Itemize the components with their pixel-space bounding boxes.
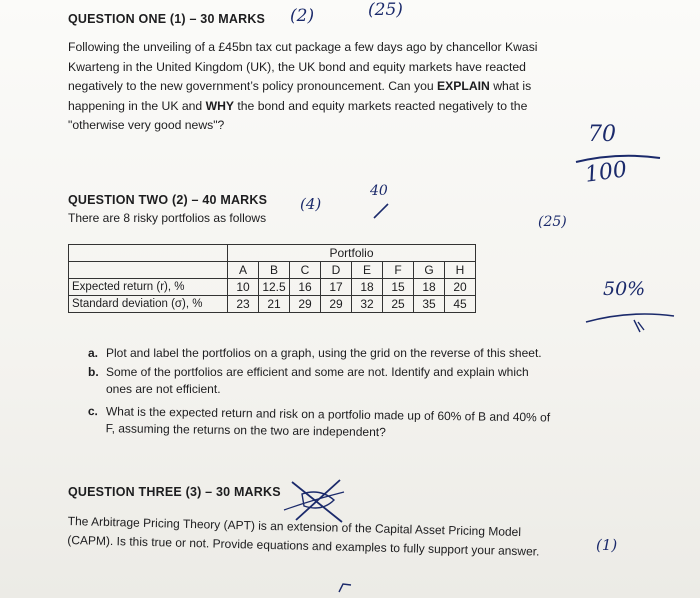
table-cell: 20 (445, 279, 476, 296)
table-cell: 25 (383, 296, 414, 313)
q3-line: The Arbitrage Pricing Theory (APT) is an extension of the Capital Asset Pricing Model (67, 513, 522, 540)
row-label: Standard deviation (σ), % (69, 296, 228, 313)
q2-intro: There are 8 risky portfolios as follows (68, 211, 267, 225)
score-denominator: 100 (583, 157, 629, 188)
column-header: F (383, 262, 414, 279)
table-row (69, 296, 476, 313)
table-cell: 29 (290, 296, 321, 313)
q2-item-b: b. Some of the portfolios are efficient and some are not. Identify and explain which ones are not efficient. (88, 365, 529, 396)
table-row (69, 279, 476, 296)
q1-line: happening in the UK and WHY the bond and equity markets reacted negatively to the (68, 98, 528, 113)
table-cell: 12.5 (259, 279, 290, 296)
portfolio-table (68, 244, 476, 313)
small-tick-mark (335, 580, 355, 596)
q3-paragraph (67, 512, 540, 562)
q2-title: QUESTION TWO (2) – 40 MARKS (68, 193, 268, 207)
q2-item-a: a. Plot and label the portfolios on a graph, using the grid on the reverse of this sheet. (88, 346, 542, 360)
column-header: D (321, 262, 352, 279)
q1-line: "otherwise very good news"? (68, 118, 225, 132)
q3-title: QUESTION THREE (3) – 30 MARKS (68, 485, 281, 499)
q1-line: negatively to the new government’s policy pronouncement. Can you EXPLAIN what is (68, 79, 532, 93)
table-group-header: Portfolio (228, 245, 476, 262)
column-header: C (290, 262, 321, 279)
table-cell: 23 (228, 296, 259, 313)
column-header: B (259, 262, 290, 279)
column-header: H (445, 262, 476, 279)
score-numerator: 70 (588, 122, 616, 147)
percent-strike (580, 300, 680, 336)
circled-25-annotation: (25) (368, 0, 403, 20)
table-cell: 15 (383, 279, 414, 296)
row-label: Expected return (r), % (69, 279, 228, 296)
circled-25b-annotation: (25) (538, 214, 567, 230)
column-header: A (228, 262, 259, 279)
table-cell: 18 (352, 279, 383, 296)
q1-paragraph (68, 38, 538, 136)
q1-title: QUESTION ONE (1) – 30 MARKS (68, 12, 266, 26)
table-cell: 21 (259, 296, 290, 313)
score-fraction-line (572, 148, 664, 170)
circled-2-annotation: (2) (290, 6, 315, 26)
q3-line: (CAPM). Is this true or not. Provide equations and examples to fully support your answer. (67, 532, 540, 559)
q2-item-c: c. What is the expected return and risk on a portfolio made up of 60% of B and 40% of F, assuming the returns on the two are independent? (87, 403, 551, 440)
circled-1-annotation: (1) (596, 536, 618, 554)
q1-line: Kwarteng in the United Kingdom (UK), the UK bond and equity markets have reacted (68, 59, 526, 74)
table-cell: 32 (352, 296, 383, 313)
column-header: E (352, 262, 383, 279)
table-cell: 18 (414, 279, 445, 296)
table-corner-cell (69, 262, 228, 279)
table-cell: 16 (290, 279, 321, 296)
q2-mark-annotation: 40 (370, 183, 388, 199)
tick-mark (370, 200, 394, 222)
table-cell: 45 (445, 296, 476, 313)
table-cell: 17 (321, 279, 352, 296)
percent-annotation: 50% (603, 278, 646, 300)
q1-line: Following the unveiling of a £45bn tax cut package a few days ago by chancellor Kwasi (68, 40, 538, 54)
table-corner-cell (69, 245, 228, 262)
column-header: G (414, 262, 445, 279)
table-cell: 29 (321, 296, 352, 313)
table-cell: 35 (414, 296, 445, 313)
table-cell: 10 (228, 279, 259, 296)
circled-4-annotation: (4) (300, 195, 322, 213)
